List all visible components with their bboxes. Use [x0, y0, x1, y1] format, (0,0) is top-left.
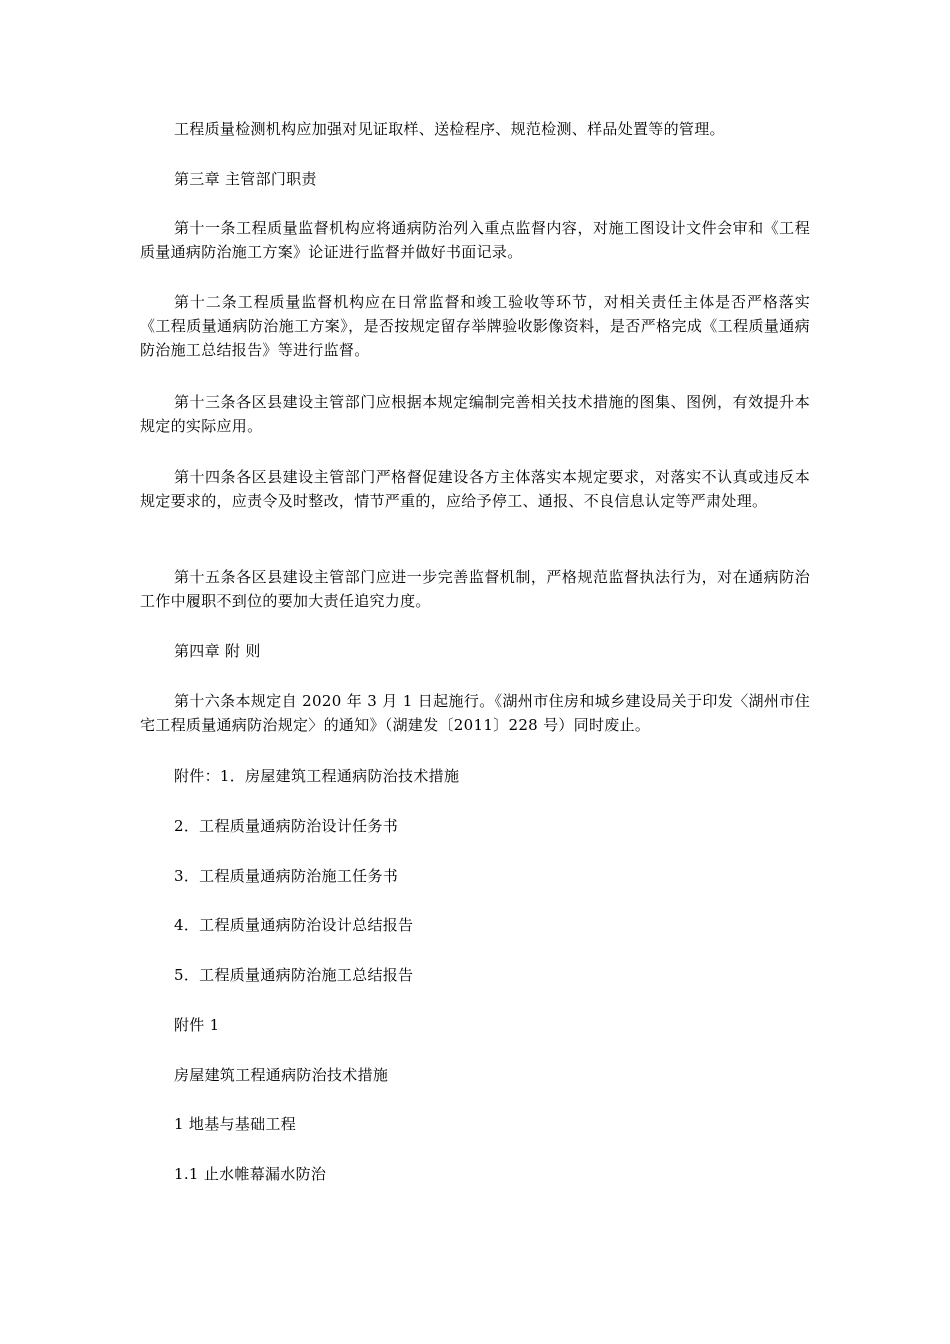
section-1-1-heading: 1.1 止水帷幕漏水防治: [174, 1165, 327, 1183]
article-14: 第十四条各区县建设主管部门严格督促建设各方主体落实本规定要求，对落实不认真或违反本规定要求的，应责令及时整改，情节严重的，应给予停工、通报、不良信息认定等严肃处理。: [140, 468, 810, 510]
attachment-list-1: 附件：1．房屋建筑工程通病防治技术措施: [174, 767, 460, 785]
attachment-list-4: 4．工程质量通病防治设计总结报告: [174, 916, 414, 934]
attachment-list-2: 2．工程质量通病防治设计任务书: [174, 817, 399, 835]
attachment-list-5: 5．工程质量通病防治施工总结报告: [174, 966, 414, 984]
article-11: 第十一条工程质量监督机构应将通病防治列入重点监督内容，对施工图设计文件会审和《工程质量通病防治施工方案》论证进行监督并做好书面记录。: [140, 219, 810, 261]
section-1-heading: 1 地基与基础工程: [174, 1115, 297, 1133]
article-13: 第十三条各区县建设主管部门应根据本规定编制完善相关技术措施的图集、图例，有效提升本规定的实际应用。: [140, 393, 810, 435]
chapter-3-heading: 第三章 主管部门职责: [174, 170, 317, 188]
article-16: 第十六条本规定自 2020 年 3 月 1 日起施行。《湖州市住房和城乡建设局关于印发〈湖州市住宅工程质量通病防治规定〉的通知》（湖建发〔2011〕228 号）同时废止。: [140, 692, 810, 734]
attachment-list-3: 3．工程质量通病防治施工任务书: [174, 867, 399, 885]
article-15: 第十五条各区县建设主管部门应进一步完善监督机制，严格规范监督执法行为，对在通病防治工作中履职不到位的要加大责任追究力度。: [140, 568, 810, 610]
paragraph-testing-agency: 工程质量检测机构应加强对见证取样、送检程序、规范检测、样品处置等的管理。: [174, 120, 725, 138]
chapter-4-heading: 第四章 附 则: [174, 642, 261, 660]
attachment-1-label: 附件 1: [174, 1016, 220, 1034]
attachment-1-title: 房屋建筑工程通病防治技术措施: [174, 1066, 389, 1084]
article-12: 第十二条工程质量监督机构应在日常监督和竣工验收等环节，对相关责任主体是否严格落实《工程质量通病防治施工方案》，是否按规定留存举牌验收影像资料，是否严格完成《工程质量通病防治施工总结报告》等进行监督。: [140, 293, 810, 359]
